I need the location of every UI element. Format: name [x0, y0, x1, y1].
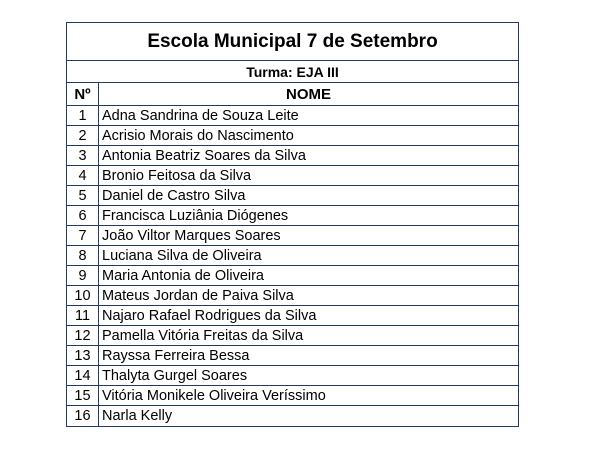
student-number: 13	[67, 346, 99, 365]
table-row	[67, 266, 518, 286]
student-number: 5	[67, 186, 99, 205]
student-name: Vitória Monikele Oliveira Veríssimo	[102, 387, 326, 404]
student-name: Adna Sandrina de Souza Leite	[102, 107, 299, 124]
student-number: 6	[67, 206, 99, 225]
student-number: 16	[67, 406, 99, 426]
table-row	[67, 186, 518, 206]
table-row	[67, 346, 518, 366]
student-name: Narla Kelly	[102, 408, 173, 424]
student-name: Bronio Feitosa da Silva	[102, 167, 252, 184]
table-row	[67, 206, 518, 226]
school-title: Escola Municipal 7 de Setembro	[67, 23, 518, 61]
student-number: 9	[67, 266, 99, 285]
table-row	[67, 406, 518, 426]
student-name: Mateus Jordan de Paiva Silva	[102, 287, 294, 304]
table-row	[67, 326, 518, 346]
student-number: 1	[67, 106, 99, 125]
table-row	[67, 146, 518, 166]
table-row	[67, 286, 518, 306]
student-name: Rayssa Ferreira Bessa	[102, 347, 250, 364]
table-row	[67, 166, 518, 186]
column-header-number: Nº	[67, 83, 99, 105]
student-name: Thalyta Gurgel Soares	[102, 367, 248, 384]
table-row	[67, 226, 518, 246]
student-name: Francisca Luziânia Diógenes	[102, 207, 289, 224]
student-name: João Viltor Marques Soares	[102, 227, 281, 244]
table-row	[67, 306, 518, 326]
student-number: 3	[67, 146, 99, 165]
table-row	[67, 386, 518, 406]
table-row	[67, 246, 518, 266]
student-number: 11	[67, 306, 99, 325]
student-name: Daniel de Castro Silva	[102, 187, 246, 204]
table-header-row	[67, 83, 518, 106]
student-number: 10	[67, 286, 99, 305]
student-name: Luciana Silva de Oliveira	[102, 247, 262, 264]
student-name: Najaro Rafael Rodrigues da Silva	[102, 307, 317, 324]
student-name: Maria Antonia de Oliveira	[102, 267, 264, 284]
student-name: Pamella Vitória Freitas da Silva	[102, 327, 304, 344]
student-name: Antonia Beatriz Soares da Silva	[102, 147, 306, 164]
student-number: 8	[67, 246, 99, 265]
student-number: 15	[67, 386, 99, 405]
column-header-name: NOME	[286, 85, 331, 103]
student-number: 2	[67, 126, 99, 145]
student-roster-table	[66, 22, 519, 427]
table-row	[67, 366, 518, 386]
student-number: 14	[67, 366, 99, 385]
student-number: 4	[67, 166, 99, 185]
table-body	[67, 106, 518, 426]
student-number: 7	[67, 226, 99, 245]
table-row	[67, 126, 518, 146]
student-number: 12	[67, 326, 99, 345]
class-label: Turma: EJA III	[67, 61, 518, 83]
student-name: Acrisio Morais do Nascimento	[102, 127, 294, 144]
table-row	[67, 106, 518, 126]
